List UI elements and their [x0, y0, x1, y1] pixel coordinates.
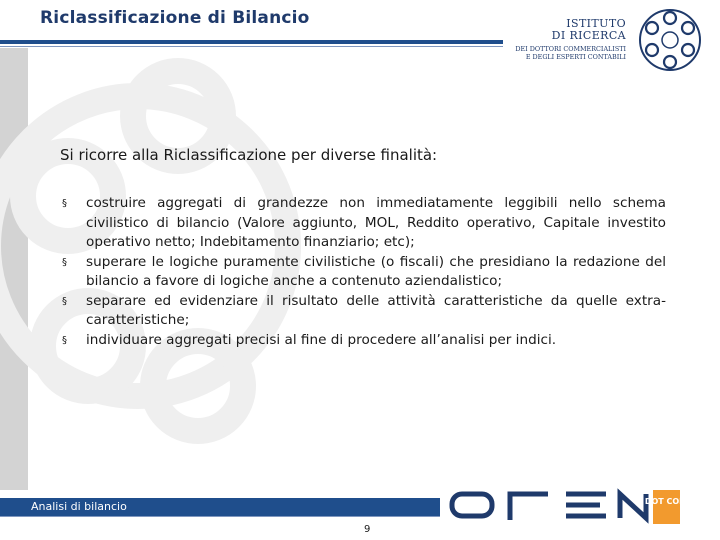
bullet-marker: § — [62, 256, 67, 268]
bullet-marker: § — [62, 295, 67, 307]
bullet-list — [62, 194, 666, 350]
list-item — [62, 253, 666, 292]
bullet-marker: § — [62, 198, 67, 209]
list-item — [62, 194, 666, 253]
open-logo-icon — [448, 488, 688, 524]
header-divider — [0, 40, 503, 44]
bullet-text: superare le logiche puramente civilistiche (o fiscali) che presidiano la redazione del bilancio a favore di logiche anche a contenuto aziendalistico; — [86, 253, 666, 289]
institute-logo-icon — [634, 4, 706, 76]
intro-text: Si ricorre alla Riclassificazione per diverse finalità: — [60, 146, 438, 164]
logo-line-2: DI RICERCA — [551, 29, 626, 42]
logo-line-1: ISTITUTO — [566, 17, 626, 30]
page-title: Riclassificazione di Bilancio — [40, 8, 310, 28]
page-number: 9 — [364, 524, 371, 535]
bullet-text: costruire aggregati di grandezze non immediatamente leggibili nello schema civilistico di bilancio (Valore aggiunto, MOL, Reddito operativo, Capitale investito operativo netto; Indebitamento finanziario; etc); — [86, 195, 666, 250]
bullet-text: individuare aggregati precisi al fine di procedere all’analisi per indici. — [86, 331, 557, 348]
bullet-marker: § — [62, 334, 67, 346]
institute-logo-text — [506, 18, 626, 61]
logo-line-3: DEI DOTTORI COMMERCIALISTI — [515, 45, 626, 53]
open-logo-small-text: DOT COM — [644, 497, 688, 506]
list-item — [62, 292, 666, 331]
list-item — [62, 331, 666, 351]
footer-divider — [0, 516, 440, 517]
bullet-text: separare ed evidenziare il risultato delle attività caratteristiche da quelle extra-caratteristiche; — [86, 292, 666, 328]
logo-line-4: E DEGLI ESPERTI CONTABILI — [525, 53, 626, 61]
footer-label: Analisi di bilancio — [31, 500, 127, 513]
header-divider-thin — [0, 46, 503, 47]
side-band — [0, 48, 28, 490]
